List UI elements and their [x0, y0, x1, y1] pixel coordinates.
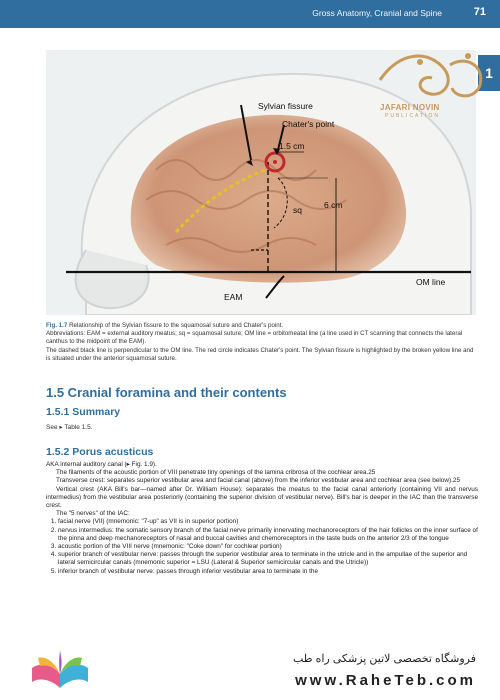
- running-header: [0, 0, 500, 28]
- page-number: 71: [473, 6, 486, 18]
- label-6-cm: 6 cm: [324, 200, 343, 210]
- running-title: Gross Anatomy, Cranial and Spine: [312, 8, 442, 18]
- label-om-line: OM line: [416, 277, 446, 287]
- paragraph: The "5 nerves" of the IAC:: [56, 510, 130, 518]
- see-table-reference: See ▸ Table 1.5.: [46, 424, 93, 431]
- paragraph: Vertical crest (AKA Bill's bar—named after Dr. William House): separates the meatus to the facial canal anteriorly (containing VII and nervus intermedius) from the vestibular area posteriorly (containing the superior division of vestibular nerve). Bill's bar is deeper in the IAC than the transverse crest.: [46, 485, 478, 510]
- subsection-porus-heading: 1.5.2 Porus acusticus: [46, 446, 154, 458]
- section-heading: 1.5 Cranial foramina and their contents: [46, 385, 287, 400]
- watermark-title: JAFARI NOVIN: [380, 103, 440, 112]
- paragraph: AKA internal auditory canal (▸ Fig. 1.9).: [46, 461, 157, 468]
- label-chaters-point: Chater's point: [282, 119, 335, 129]
- list-item: 3. acoustic portion of the VIII nerve (mnemonic: "Coke down" for cochlear portion): [58, 543, 478, 551]
- label-sq: sq: [293, 205, 302, 215]
- paragraph: Transverse crest: separates superior vestibular area and facial canal (above) from the inferior vestibular area and cochlear area (see below).25: [56, 477, 460, 485]
- watermark-subtitle: PUBLICATION: [385, 113, 440, 119]
- caption-line-2: Abbreviations: EAM = external auditory meatus; sq = squamosal suture; OM line = orbitomeatal line (a line used in CT scanning that connects the lateral canthus to the midpoint of the EAM).: [46, 330, 463, 346]
- label-eam: EAM: [224, 292, 243, 302]
- open-book-icon: [30, 648, 90, 694]
- chapter-tab: 1: [478, 55, 500, 91]
- figure-caption: [46, 322, 478, 363]
- list-item: 2. nervus intermedius: the somatic sensory branch of the facial nerve primarily innervating mechanoreceptors of the hair follicles on the inner surface of the pinna and deep mechanoreceptors of nasal and buccal cavities and chemoreceptors in the taste buds on the anterior 2/3 of the tongue: [58, 527, 478, 543]
- subsection-summary-heading: 1.5.1 Summary: [46, 406, 121, 418]
- figure-label: Fig. 1.7: [46, 322, 68, 329]
- paragraph: The filaments of the acoustic portion of VIII penetrate tiny openings of the lamina cribrosa of the cochlear area.25: [56, 469, 376, 477]
- label-1-5-cm: 1.5 cm: [279, 141, 305, 151]
- body-text: [46, 461, 478, 641]
- list-item: 1. facial nerve (VII) (mnemonic: "7-up" as VII is in superior portion): [58, 518, 478, 526]
- label-sylvian-fissure: Sylvian fissure: [258, 101, 313, 111]
- footer-banner: [0, 640, 500, 700]
- caption-line-1: Relationship of the Sylvian fissure to the squamosal suture and Chater's point.: [69, 322, 284, 329]
- shop-name: فروشگاه تخصصی لاتین پزشکی راه طب: [292, 653, 476, 665]
- shop-url[interactable]: www.RaheTeb.com: [295, 672, 476, 689]
- caption-line-3: The dashed black line is perpendicular to the OM line. The red circle indicates Chater's point. The Sylvian fissure is highlighted by the broken yellow line and is situated under the anterior squamosal suture.: [46, 346, 474, 362]
- list-item: 5. inferior branch of vestibular nerve: passes through inferior vestibular area to terminate in the: [58, 568, 478, 576]
- list-item: 4. superior branch of vestibular nerve: passes through the superior vestibular area to terminate in the utricle and in the ampullae of the superior and lateral semicircular canals (mnemonic superior = LSU (Lateral & Superior semicircular canals and the Utricle)): [58, 551, 478, 567]
- nerve-list: [46, 518, 478, 575]
